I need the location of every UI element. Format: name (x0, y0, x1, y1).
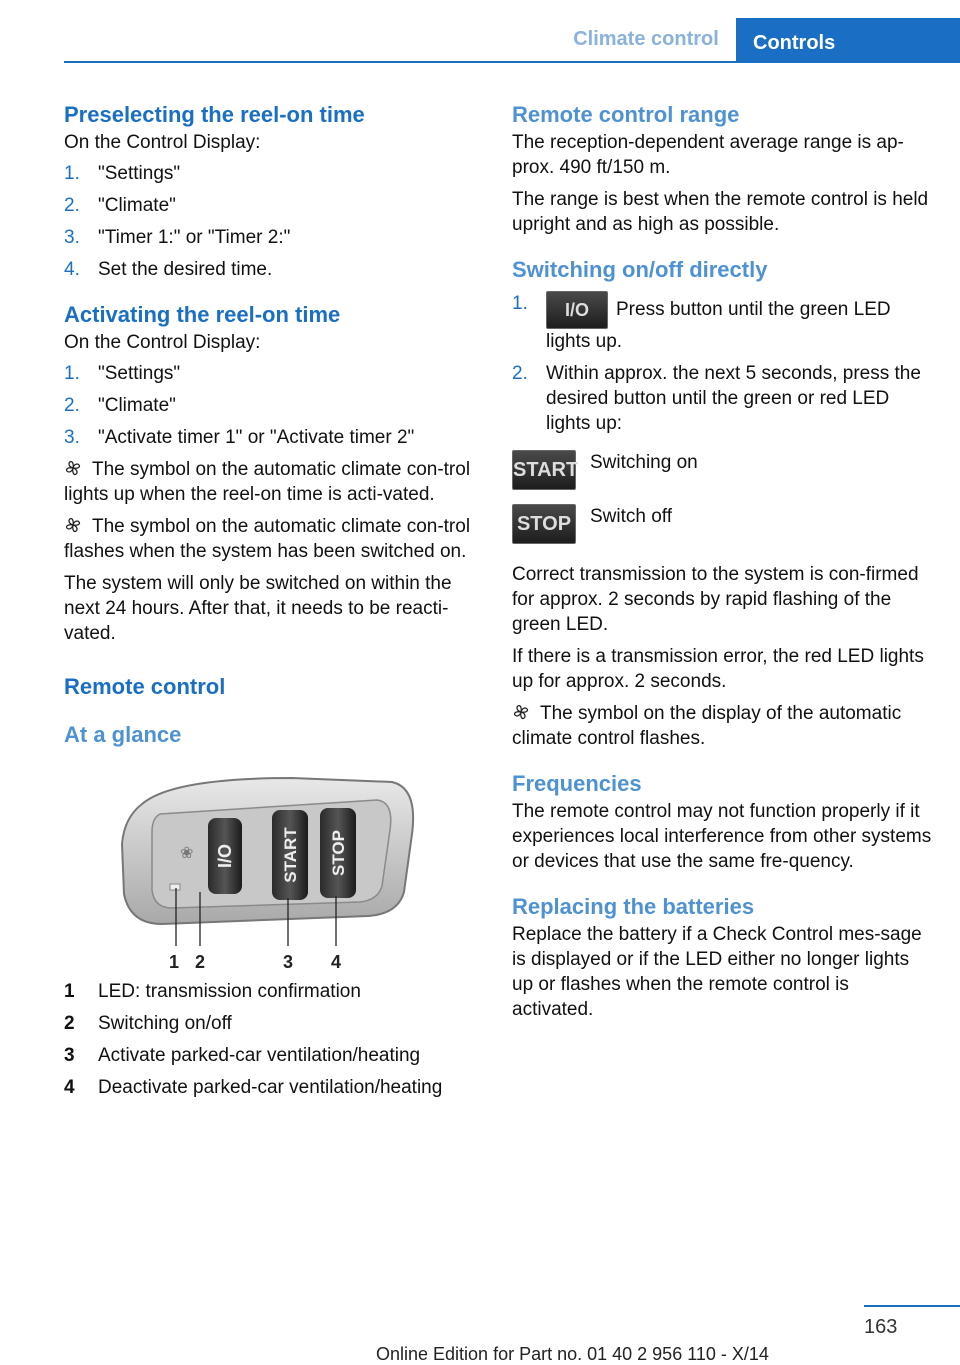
section-tab[interactable]: Climate control (573, 28, 719, 50)
list-item (64, 193, 484, 218)
stop-row (512, 504, 932, 544)
left-column (64, 100, 484, 1107)
page-header (0, 0, 960, 62)
step-number: 2. (512, 363, 528, 384)
step-number: 3. (64, 427, 80, 448)
legend-number: 2 (64, 1013, 75, 1034)
frequencies-heading: Frequencies (512, 771, 642, 796)
list-item (512, 361, 932, 436)
step-number: 1. (64, 163, 80, 184)
start-row (512, 450, 932, 490)
step-number: 3. (64, 227, 80, 248)
step-number: 2. (64, 195, 80, 216)
list-item (64, 425, 484, 450)
fan-icon (64, 516, 82, 534)
fan-icon (512, 703, 530, 721)
step-text: Press button until the green LED lights up. (546, 299, 891, 352)
preselect-intro: On the Control Display: (64, 132, 261, 153)
note-text: The symbol on the display of the automatic climate control flashes. (512, 703, 902, 749)
activate-heading: Activating the reel-on time (64, 302, 341, 327)
step-number: 1. (512, 293, 528, 314)
step-text: "Timer 1:" or "Timer 2:" (98, 227, 291, 248)
list-item (64, 1043, 484, 1068)
io-button-image: I/O (546, 291, 608, 329)
batteries-heading: Replacing the batteries (512, 894, 755, 919)
list-item (64, 1011, 484, 1036)
legend-text: Activate parked-car ventilation/heating (98, 1045, 421, 1066)
legend-text: Switching on/off (98, 1013, 232, 1034)
step-text: Within approx. the next 5 seconds, press the desired button until the green or red LED lights up: (546, 363, 921, 434)
start-button-image: START (512, 450, 576, 490)
preselect-steps (64, 161, 484, 282)
frequencies-text: The remote control may not function properly if it experiences local interference from other systems or devices that use the same fre-quency. (512, 801, 932, 872)
list-item (64, 225, 484, 250)
io-button-label: I/O (215, 843, 235, 869)
list-item (512, 291, 932, 354)
remote-control-illustration (112, 774, 432, 974)
step-text: "Climate" (98, 195, 176, 216)
fob-fan-icon: ❀ (180, 843, 194, 862)
callout-3: 3 (282, 952, 294, 972)
remote-heading: Remote control (64, 674, 226, 699)
stop-button-label: STOP (329, 830, 348, 876)
batteries-text: Replace the battery if a Check Control mes-sage is displayed or if the LED either no longer lights up or flashes when the remote control is activated. (512, 924, 922, 1020)
edition-line: Online Edition for Part no. 01 40 2 956 110 - X/14 (376, 1344, 769, 1364)
chapter-tab[interactable]: Controls (736, 18, 960, 62)
step-number: 1. (64, 363, 80, 384)
legend-number: 1 (64, 981, 75, 1002)
activate-intro: On the Control Display: (64, 332, 261, 353)
step-text: "Settings" (98, 163, 181, 184)
range-text-1: The reception-dependent average range is ap-prox. 490 ft/150 m. (512, 132, 904, 178)
switching-heading: Switching on/off directly (512, 257, 768, 282)
range-heading: Remote control range (512, 102, 740, 127)
step-text: Set the desired time. (98, 259, 273, 280)
list-item (64, 393, 484, 418)
note-text: The symbol on the automatic climate con-trol lights up when the reel-on time is acti-vated. (64, 459, 471, 505)
remote-legend (64, 979, 484, 1100)
preselect-heading: Preselecting the reel-on time (64, 102, 365, 127)
note-24-hours: The system will only be switched on within the next 24 hours. After that, it needs to be reacti-vated. (64, 573, 452, 644)
error-text: If there is a transmission error, the red LED lights up for approx. 2 seconds. (512, 646, 924, 692)
legend-number: 4 (64, 1077, 75, 1098)
led-window (170, 884, 180, 890)
stop-button-image: STOP (512, 504, 576, 544)
note-text: The symbol on the automatic climate con-trol flashes when the system has been switched on. (64, 516, 471, 562)
footer-rule (864, 1305, 960, 1307)
note-lights-up (64, 457, 484, 507)
legend-text: LED: transmission confirmation (98, 981, 361, 1002)
legend-number: 3 (64, 1045, 75, 1066)
list-item (64, 1075, 484, 1100)
list-item (64, 161, 484, 186)
confirm-text: Correct transmission to the system is con-firmed for approx. 2 seconds by rapid flashing of the green LED. (512, 564, 919, 635)
at-a-glance-heading: At a glance (64, 722, 182, 747)
start-text: Switching on (590, 452, 698, 473)
start-button-label: START (281, 827, 300, 883)
switching-steps (512, 291, 932, 436)
callout-4: 4 (330, 952, 342, 972)
header-rule (64, 61, 960, 63)
note-flashes (64, 514, 484, 564)
range-text-2: The range is best when the remote control is held upright and as high as possible. (512, 189, 929, 235)
step-text: "Activate timer 1" or "Activate timer 2" (98, 427, 415, 448)
right-column (512, 100, 932, 1022)
step-number: 4. (64, 259, 80, 280)
list-item (64, 257, 484, 282)
list-item (64, 979, 484, 1004)
step-text: "Climate" (98, 395, 176, 416)
callout-1: 1 (168, 952, 180, 972)
step-text: "Settings" (98, 363, 181, 384)
legend-text: Deactivate parked-car ventilation/heating (98, 1077, 443, 1098)
page-number: 163 (864, 1316, 898, 1338)
symbol-note (512, 701, 932, 751)
callout-2: 2 (194, 952, 206, 972)
step-number: 2. (64, 395, 80, 416)
stop-text: Switch off (590, 506, 673, 527)
activate-steps (64, 361, 484, 450)
fan-icon (64, 459, 82, 477)
list-item (64, 361, 484, 386)
